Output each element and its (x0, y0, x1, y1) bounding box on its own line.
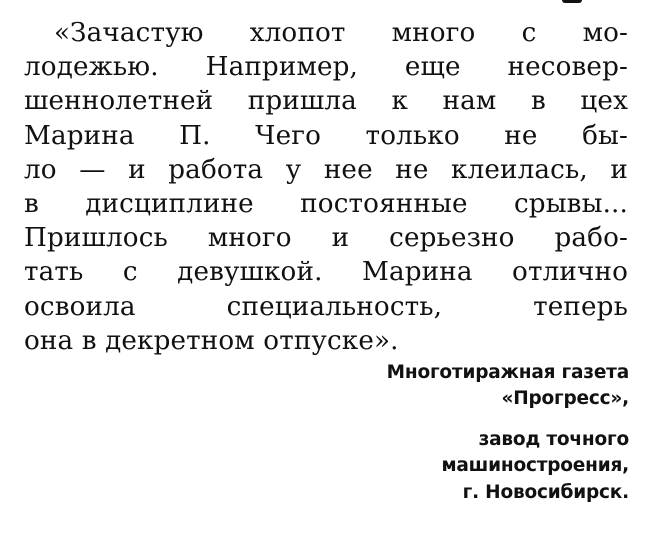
quote-line: Пришлось много и серьезно рабо- (24, 223, 628, 254)
quote-line: лодежью. Например, еще несовер- (24, 52, 628, 83)
quote-line: тать с девушкой. Марина отлично (24, 257, 628, 288)
attribution-spacer (269, 413, 629, 427)
quote-line: «Зачастую хлопот много с мо- (54, 18, 628, 48)
quote-line: в дисциплине постоянные срывы... (24, 189, 628, 220)
quote-line: Марина П. Чего только не бы- (24, 120, 628, 151)
city-line: г. Новосибирск. (462, 481, 629, 503)
newspaper-name-line: Многотиражная газета (386, 362, 629, 383)
top-edge-mark (562, 0, 582, 3)
quote-line: она в декретном отпуске». (24, 325, 399, 356)
quote-line: освоила специальность, теперь (24, 291, 628, 322)
quote-line: ло — и работа у нее не клеилась, и (24, 154, 628, 185)
newspaper-title-line: «Прогресс», (501, 388, 629, 410)
quote-line: шеннолетней пришла к нам в цех (24, 86, 628, 117)
quote-paragraph (24, 16, 628, 358)
plant-name-line: машиностроения, (441, 455, 629, 477)
plant-name-line: завод точного (478, 428, 629, 450)
source-attribution (269, 360, 629, 506)
